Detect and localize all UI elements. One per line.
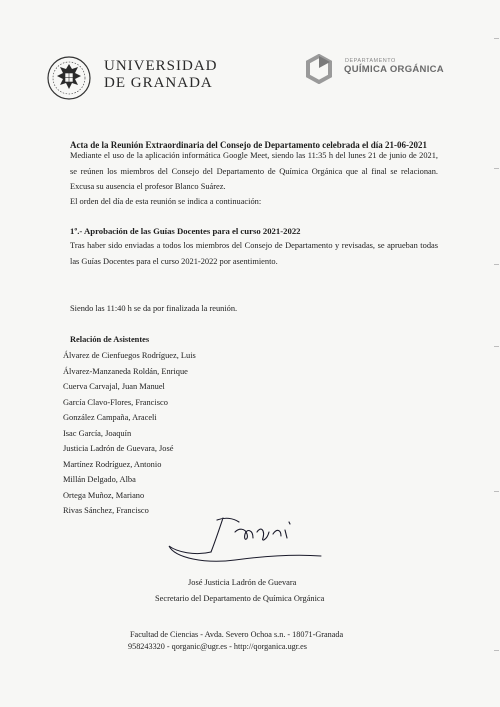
attendee-name: Millán Delgado, Alba bbox=[63, 475, 136, 484]
scan-edge-mark bbox=[494, 491, 499, 492]
university-crest-logo bbox=[46, 55, 92, 101]
agenda-intro: El orden del día de esta reunión se indica a continuación: bbox=[70, 197, 262, 206]
scan-edge-mark bbox=[494, 650, 499, 651]
signer-name: José Justicia Ladrón de Guevara bbox=[188, 578, 297, 587]
university-name-line2: DE GRANADA bbox=[104, 75, 213, 91]
attendee-name: Isac García, Joaquín bbox=[63, 428, 132, 438]
attendee-name: González Campaña, Araceli bbox=[63, 413, 157, 422]
handwritten-signature bbox=[165, 512, 325, 580]
attendees-list bbox=[63, 348, 196, 519]
attendee-name: Ortega Muñoz, Mariano bbox=[63, 490, 145, 500]
footer-contact: 958243320 - qorganic@ugr.es - http://qorganica.ugr.es bbox=[128, 642, 307, 651]
attendee-name: García Clavo-Flores, Francisco bbox=[63, 397, 168, 407]
department-label-small: DEPARTAMENTO bbox=[345, 58, 396, 64]
opening-paragraph: Mediante el uso de la aplicación informática Google Meet, siendo las 11:35 h del lunes 21 de junio de 2021, se reúnen los miembros del Consejo del Departamento de Química Orgánica que al final se relacionan. Excusa su ausencia el profesor Blanco Suárez. bbox=[70, 151, 438, 191]
department-name: QUÍMICA ORGÁNICA bbox=[344, 64, 444, 75]
scan-edge-mark bbox=[494, 168, 499, 169]
document-title: Acta de la Reunión Extraordinaria del Consejo de Departamento celebrada el día 21-06-2021 bbox=[70, 140, 427, 150]
agenda-item-text: Tras haber sido enviadas a todos los miembros del Consejo de Departamento y revisadas, se aprueban todas las Guías Docentes para el curso 2021-2022 por asentimiento. bbox=[70, 241, 438, 266]
attendee-name: Cuerva Carvajal, Juan Manuel bbox=[63, 382, 165, 391]
scan-edge-mark bbox=[494, 346, 499, 347]
attendee-name: Álvarez de Cienfuegos Rodríguez, Luis bbox=[63, 351, 196, 360]
signer-role: Secretario del Departamento de Química Orgánica bbox=[155, 594, 325, 603]
university-name-line1: UNIVERSIDAD bbox=[104, 58, 218, 74]
attendee-name: Rivas Sánchez, Francisco bbox=[63, 506, 149, 515]
scan-edge-mark bbox=[494, 38, 499, 39]
footer-address: Facultad de Ciencias - Avda. Severo Ochoa s.n. - 18071-Granada bbox=[130, 630, 344, 639]
closing-statement: Siendo las 11:40 h se da por finalizada la reunión. bbox=[70, 304, 238, 313]
attendees-heading: Relación de Asistentes bbox=[70, 335, 150, 344]
agenda-item-title: 1º.- Aprobación de las Guías Docentes para el curso 2021-2022 bbox=[70, 226, 301, 236]
university-name bbox=[104, 58, 218, 92]
attendee-name: Martínez Rodríguez, Antonio bbox=[63, 459, 162, 469]
attendee-name: Álvarez-Manzaneda Roldán, Enrique bbox=[63, 366, 188, 376]
attendee-name: Justicia Ladrón de Guevara, José bbox=[63, 444, 174, 453]
department-hexagon-logo bbox=[305, 54, 333, 84]
scan-edge-mark bbox=[494, 264, 499, 265]
